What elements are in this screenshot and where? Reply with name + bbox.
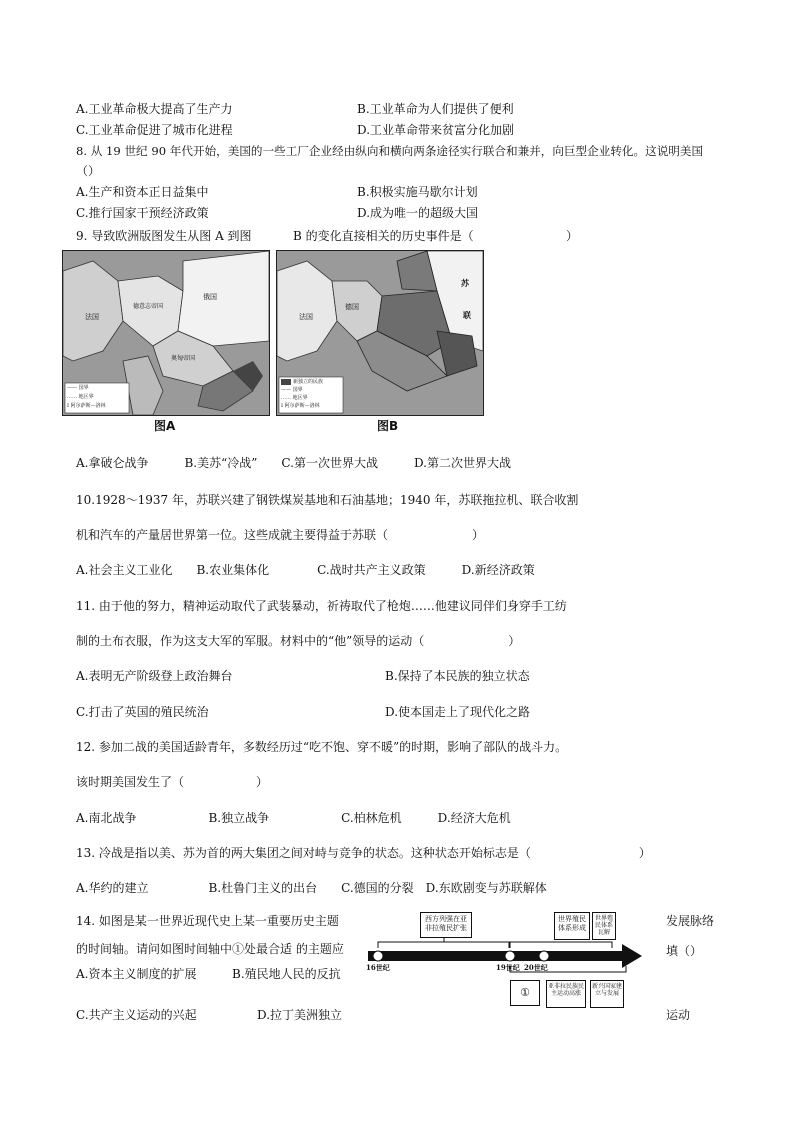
q9-stem-part2: B 的变化直接相关的历史事件是（ (293, 229, 474, 243)
q14-stem-line2-end: 填（） (666, 944, 703, 958)
q9-options: A.拿破仑战争 B.美苏“冷战” C.第一次世界大战 D.第二次世界大战 (76, 456, 511, 470)
map-a-label-france: 法国 (85, 313, 99, 321)
q11-option-d: D.使本国走上了现代化之路 (385, 705, 531, 719)
q8-option-b: B.积极实施马歇尔计划 (357, 185, 478, 199)
timeline-label-19th-century: 19世纪 (496, 963, 520, 972)
timeline-label-16th-century: 16世纪 (366, 963, 390, 972)
q11-option-a: A.表明无产阶级登上政治舞台 (76, 669, 233, 683)
q12-options: A.南北战争 B.独立战争 C.柏林危机 D.经济大危机 (76, 811, 511, 825)
q7-option-d: D.工业革命带来贫富分化加剧 (357, 123, 515, 137)
q7-option-b: B.工业革命为人们提供了便利 (357, 102, 514, 116)
timeline-box-new-nations: 新兴国家建立与发展 (590, 980, 624, 1008)
q10-options: A.社会主义工业化 B.农业集体化 C.战时共产主义政策 D.新经济政策 (76, 563, 535, 577)
q8-option-d: D.成为唯一的超级大国 (357, 206, 479, 220)
map-b-caption: 图B (377, 419, 399, 433)
timeline-label-20th-century: 20世纪 (524, 963, 548, 972)
q9-stem-close: ） (566, 229, 579, 243)
map-b-graphic (277, 251, 483, 415)
q14-option-d: D.拉丁美洲独立 (257, 1008, 343, 1022)
map-b-label-su: 苏 (461, 278, 469, 288)
map-a-graphic (63, 251, 269, 415)
q12-stem-line1: 12. 参加二战的美国适龄青年，多数经历过“吃不饱、穿不暖”的时期，影响了部队的战斗力。 (76, 740, 568, 754)
q14-option-a: A.资本主义制度的扩展 (76, 967, 197, 981)
map-a-label-germany: 德意志帝国 (133, 303, 164, 310)
map-a-caption: 图A (154, 419, 176, 433)
map-b-legend-1: 新独立的民族 (293, 379, 324, 385)
q10-stem-line2: 机和汽车的产量居世界第一位。这些成就主要得益于苏联（ ） (76, 528, 485, 542)
timeline-figure (364, 908, 646, 1014)
map-b-label-lian: 联 (463, 310, 471, 320)
q13-options: A.华约的建立 B.杜鲁门主义的出台 C.德国的分裂 D.东欧剧变与苏联解体 (76, 881, 547, 895)
q8-option-a: A.生产和资本正日益集中 (76, 185, 209, 199)
q11-stem-line2: 制的土布衣服，作为这支大军的军服。材料中的“他”领导的运动（ ） (76, 634, 521, 648)
map-b-legend-2: —— 国界 (281, 387, 303, 393)
q8-option-c: C.推行国家干预经济政策 (76, 206, 209, 220)
map-a-legend-3: I 阿尔萨斯—洛林 (67, 403, 106, 409)
q11-option-b: B.保持了本民族的独立状态 (385, 669, 530, 683)
q14-option-d-end: 运动 (666, 1008, 691, 1022)
q11-stem-line1: 11. 由于他的努力，精神运动取代了武装暴动，祈祷取代了枪炮……他建议同伴们身穿手工纺 (76, 599, 567, 613)
timeline-box-colonial-system-formed: 世界殖民体系形成 (554, 912, 590, 940)
q14-stem-line2: 的时间轴。请问如图时间轴中①处最合适 的主题应 (76, 942, 344, 956)
q14-stem-line1: 14. 如图是某一世界近现代史上某一重要历史主题 (76, 914, 339, 928)
map-a-legend-2: …… 地区界 (67, 394, 94, 400)
timeline-blank-marker: ① (510, 980, 540, 1006)
timeline-box-colonial-expansion: 西方列强在亚非拉殖民扩张 (420, 912, 472, 938)
q12-stem-line2: 该时期美国发生了（ ） (76, 775, 269, 789)
q10-stem-line1: 10.1928～1937 年，苏联兴建了钢铁煤炭基地和石油基地；1940 年，苏联拖拉机、联合收割 (76, 493, 579, 507)
map-b (276, 250, 484, 416)
map-b-label-france: 法国 (299, 313, 313, 321)
q14-option-c: C.共产主义运动的兴起 (76, 1008, 197, 1022)
map-a-label-austria: 奥匈帝国 (171, 355, 196, 362)
q9-stem-part1: 9. 导致欧洲版图发生从图 A 到图 (76, 229, 252, 243)
q8-stem-bracket: （） (76, 164, 101, 178)
map-b-legend-3: …… 地区界 (281, 395, 308, 401)
map-b-label-germany: 德国 (345, 303, 359, 311)
q7-option-a: A.工业革命极大提高了生产力 (76, 102, 233, 116)
map-a-label-russia: 俄国 (203, 293, 217, 301)
q8-stem: 8. 从 19 世纪 90 年代开始，美国的一些工厂企业经由纵向和横向两条途径实行联合和兼并，向巨型企业转化。这说明美国 (76, 144, 704, 158)
q14-stem-line1-end: 发展脉络 (666, 914, 715, 928)
q14-option-b: B.殖民地人民的反抗 (232, 967, 341, 981)
timeline-box-national-movements: 亚非拉民族民主运动高涨 (546, 980, 586, 1008)
map-a-legend-1: —— 国界 (67, 385, 89, 391)
map-b-legend-4: I 阿尔萨斯—洛林 (281, 403, 320, 409)
q7-option-c: C.工业革命促进了城市化进程 (76, 123, 233, 137)
q11-option-c: C.打击了英国的殖民统治 (76, 705, 209, 719)
timeline-box-colonial-system-collapse: 世界殖民体系瓦解 (592, 912, 616, 940)
map-a (62, 250, 270, 416)
q13-stem: 13. 冷战是指以美、苏为首的两大集团之间对峙与竞争的状态。这种状态开始标志是（ ） (76, 846, 651, 860)
